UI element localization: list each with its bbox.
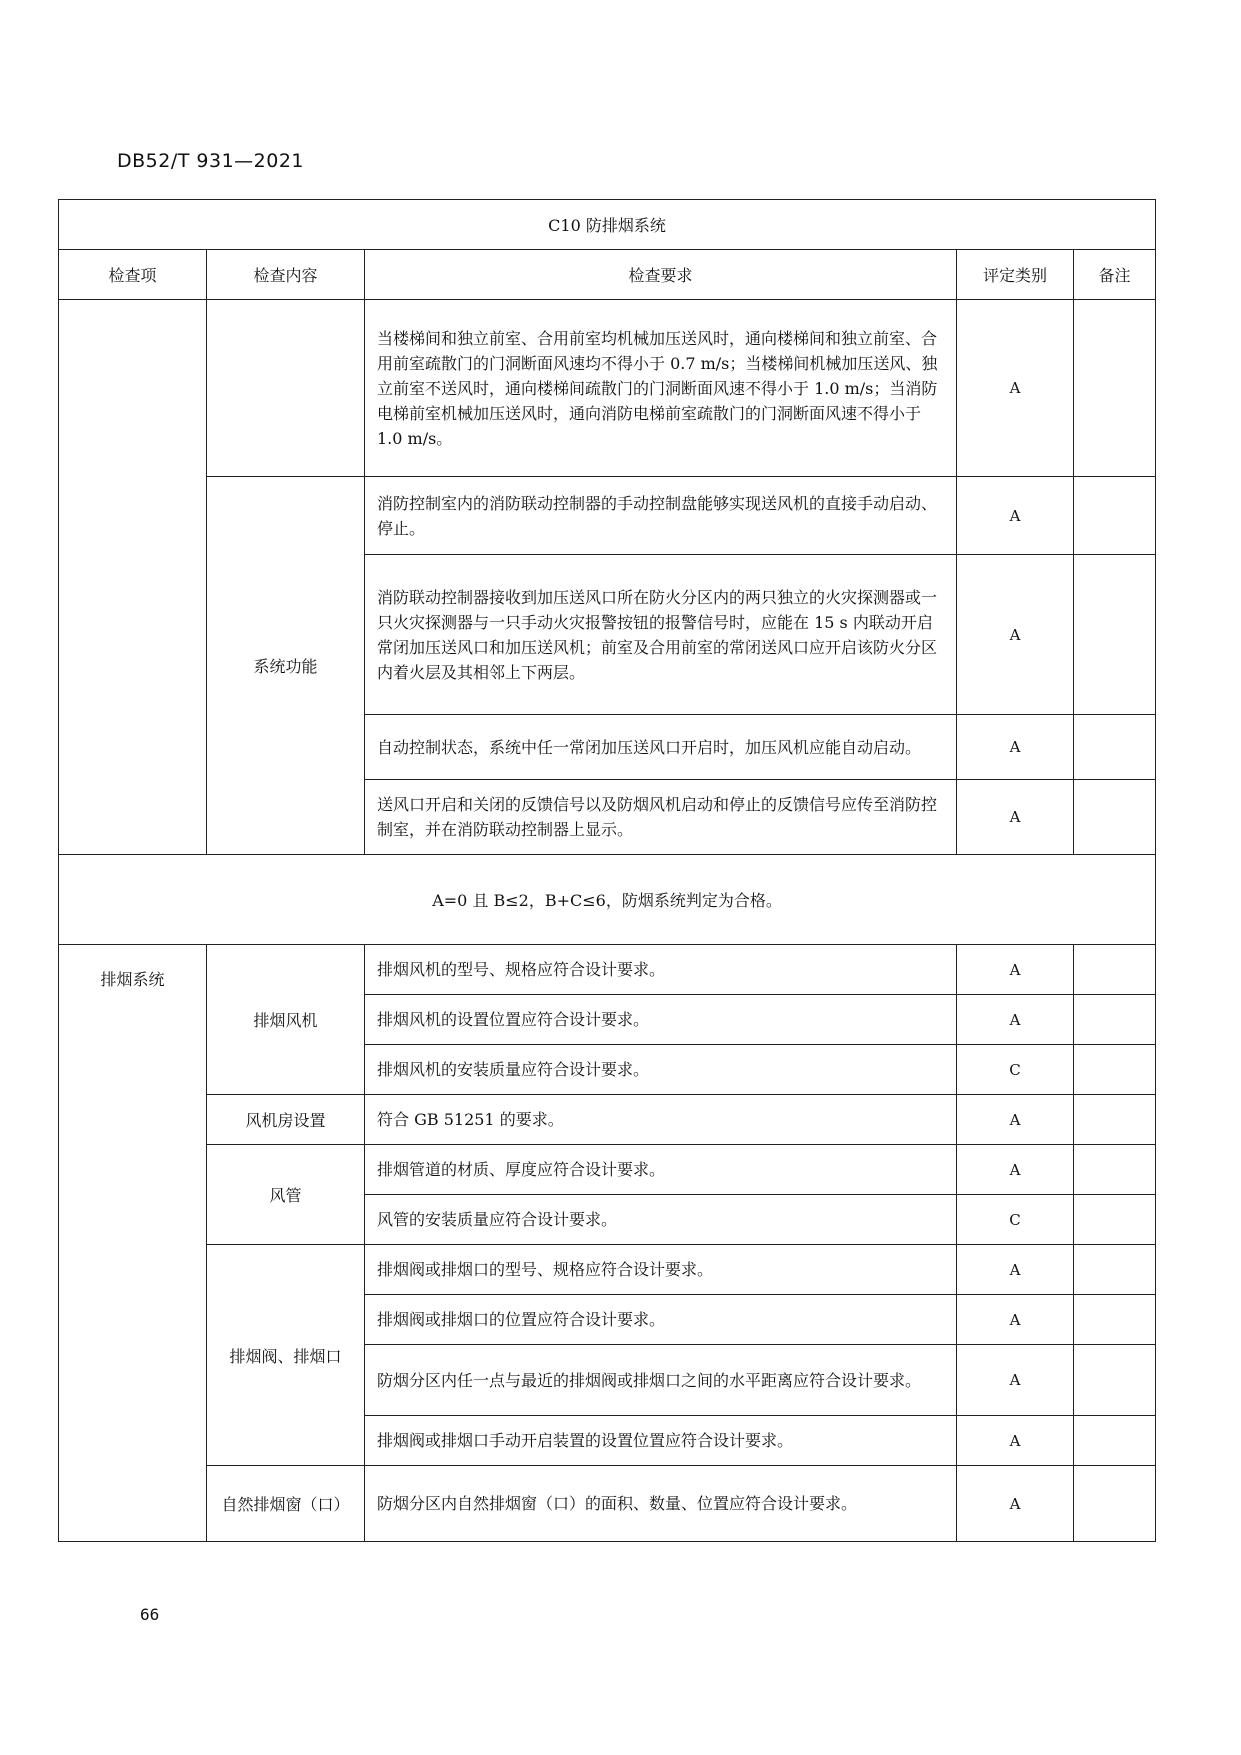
- table-title: C10 防排烟系统: [59, 200, 1156, 250]
- check-item-cell: [59, 300, 207, 855]
- header-row: [59, 250, 1156, 300]
- check-content-cell: 自然排烟窗（口）: [207, 1466, 365, 1542]
- grade-cell: A: [957, 780, 1074, 855]
- grade-cell: A: [957, 1345, 1074, 1416]
- note-cell: [1074, 1416, 1156, 1466]
- document-code: DB52/T 931—2021: [117, 150, 305, 172]
- column-header: 检查内容: [207, 250, 365, 300]
- note-cell: [1074, 945, 1156, 995]
- column-header: 检查要求: [365, 250, 957, 300]
- requirement-cell: 排烟风机的设置位置应符合设计要求。: [365, 995, 957, 1045]
- note-cell: [1074, 1095, 1156, 1145]
- requirement-cell: 符合 GB 51251 的要求。: [365, 1095, 957, 1145]
- note-cell: [1074, 1195, 1156, 1245]
- requirement-cell: 送风口开启和关闭的反馈信号以及防烟风机启动和停止的反馈信号应传至消防控制室，并在消防联动控制器上显示。: [365, 780, 957, 855]
- check-content-cell: 风管: [207, 1145, 365, 1245]
- table-row: [59, 1245, 1156, 1295]
- requirement-cell: 排烟风机的安装质量应符合设计要求。: [365, 1045, 957, 1095]
- grade-cell: A: [957, 1295, 1074, 1345]
- table-row: [59, 945, 1156, 995]
- column-header: 检查项: [59, 250, 207, 300]
- requirement-cell: 防烟分区内任一点与最近的排烟阀或排烟口之间的水平距离应符合设计要求。: [365, 1345, 957, 1416]
- grade-cell: C: [957, 1195, 1074, 1245]
- note-cell: [1074, 477, 1156, 555]
- table-row: [59, 1145, 1156, 1195]
- note-cell: [1074, 1045, 1156, 1095]
- column-header: 评定类别: [957, 250, 1074, 300]
- note-cell: [1074, 1145, 1156, 1195]
- check-item-cell: 排烟系统: [59, 945, 207, 1542]
- grade-cell: A: [957, 1095, 1074, 1145]
- requirement-cell: 当楼梯间和独立前室、合用前室均机械加压送风时，通向楼梯间和独立前室、合用前室疏散门的门洞断面风速均不得小于 0.7 m/s；当楼梯间机械加压送风、独立前室不送风时，通向楼梯间疏散门的门洞断面风速不得小于 1.0 m/s；当消防电梯前室机械加压送风时，通向消防电梯前室疏散门的门洞断面风速不得小于 1.0 m/s。: [365, 300, 957, 477]
- requirement-cell: 排烟管道的材质、厚度应符合设计要求。: [365, 1145, 957, 1195]
- note-cell: [1074, 1466, 1156, 1542]
- note-cell: [1074, 995, 1156, 1045]
- grade-cell: C: [957, 1045, 1074, 1095]
- grade-cell: A: [957, 715, 1074, 780]
- requirement-cell: 排烟阀或排烟口的型号、规格应符合设计要求。: [365, 1245, 957, 1295]
- check-content-cell: 排烟阀、排烟口: [207, 1245, 365, 1466]
- requirement-cell: 防烟分区内自然排烟窗（口）的面积、数量、位置应符合设计要求。: [365, 1466, 957, 1542]
- requirement-cell: 风管的安装质量应符合设计要求。: [365, 1195, 957, 1245]
- note-cell: [1074, 300, 1156, 477]
- note-cell: [1074, 1345, 1156, 1416]
- requirement-cell: 排烟阀或排烟口手动开启装置的设置位置应符合设计要求。: [365, 1416, 957, 1466]
- grade-cell: A: [957, 995, 1074, 1045]
- note-cell: [1074, 715, 1156, 780]
- note-cell: [1074, 555, 1156, 715]
- check-content-cell: 风机房设置: [207, 1095, 365, 1145]
- grade-cell: A: [957, 477, 1074, 555]
- requirement-cell: 消防联动控制器接收到加压送风口所在防火分区内的两只独立的火灾探测器或一只火灾探测器与一只手动火灾报警按钮的报警信号时，应能在 15 s 内联动开启常闭加压送风口和加压送风机；前室及合用前室的常闭送风口应开启该防火分区内着火层及其相邻上下两层。: [365, 555, 957, 715]
- grade-cell: A: [957, 1145, 1074, 1195]
- check-content-cell: [207, 300, 365, 477]
- summary-cell: A=0 且 B≤2，B+C≤6，防烟系统判定为合格。: [59, 855, 1156, 945]
- check-content-cell: 系统功能: [207, 477, 365, 855]
- requirement-cell: 排烟风机的型号、规格应符合设计要求。: [365, 945, 957, 995]
- column-header: 备注: [1074, 250, 1156, 300]
- inspection-table: [58, 199, 1156, 1542]
- grade-cell: A: [957, 1466, 1074, 1542]
- check-content-cell: 排烟风机: [207, 945, 365, 1095]
- requirement-cell: 自动控制状态，系统中任一常闭加压送风口开启时，加压风机应能自动启动。: [365, 715, 957, 780]
- grade-cell: A: [957, 945, 1074, 995]
- page-number: 66: [140, 1605, 160, 1624]
- table-row: [59, 1095, 1156, 1145]
- note-cell: [1074, 780, 1156, 855]
- summary-row: [59, 855, 1156, 945]
- grade-cell: A: [957, 1245, 1074, 1295]
- note-cell: [1074, 1245, 1156, 1295]
- requirement-cell: 消防控制室内的消防联动控制器的手动控制盘能够实现送风机的直接手动启动、停止。: [365, 477, 957, 555]
- grade-cell: A: [957, 1416, 1074, 1466]
- note-cell: [1074, 1295, 1156, 1345]
- grade-cell: A: [957, 555, 1074, 715]
- table-row: [59, 1466, 1156, 1542]
- grade-cell: A: [957, 300, 1074, 477]
- table-title-row: [59, 200, 1156, 250]
- table-row: [59, 300, 1156, 477]
- table-row: [59, 477, 1156, 555]
- requirement-cell: 排烟阀或排烟口的位置应符合设计要求。: [365, 1295, 957, 1345]
